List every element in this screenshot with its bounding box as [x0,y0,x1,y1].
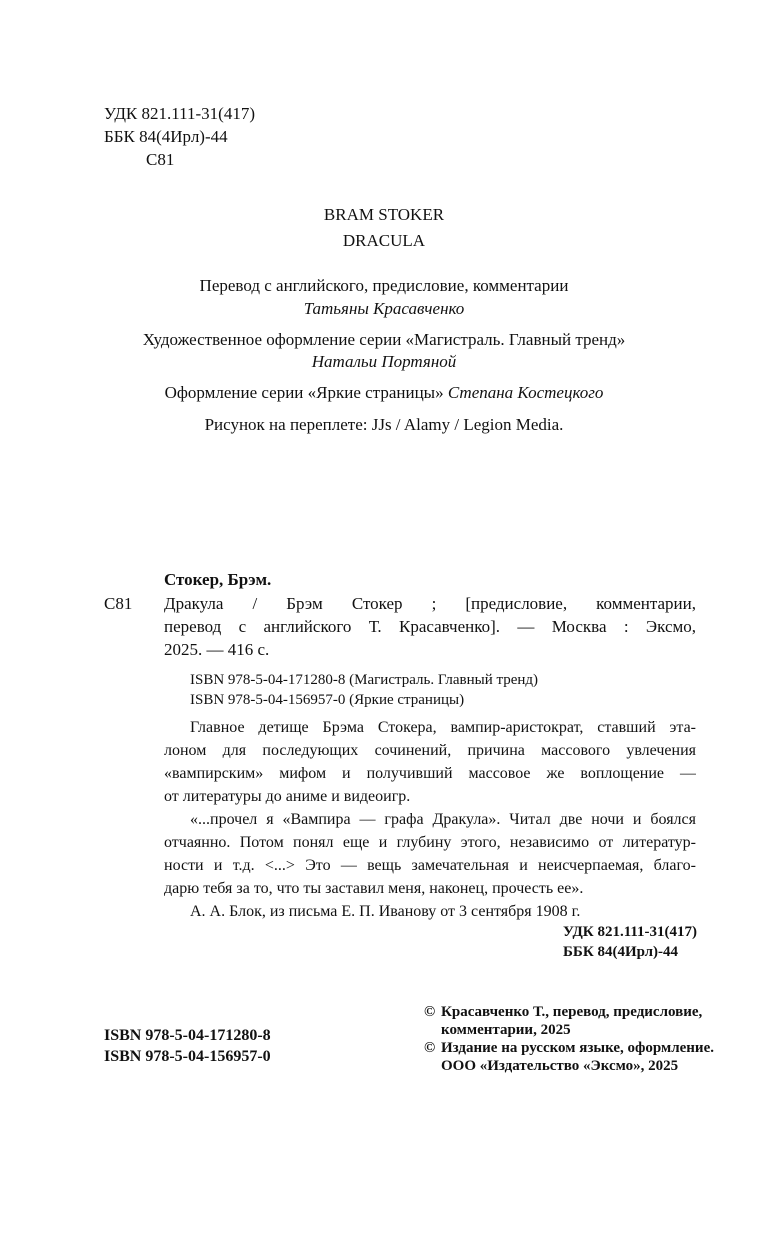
catalog-heading: Стокер, Брэм. [164,570,272,589]
copyright-line: ООО «Издательство «Эксмо», 2025 [441,1058,679,1074]
original-title: DRACULA [342,231,426,250]
catalog-description-line: Дракула / Брэм Стокер ; [предисловие, комментарии, [164,594,696,613]
footer-isbn-line: ISBN 978-5-04-156957-0 [104,1048,271,1065]
udk-top: УДК 821.111-31(417) [104,104,255,123]
annotation-line: от литературы до аниме и видеоигр. [164,788,411,805]
copyright-symbol: © [424,1004,436,1020]
quote-line: дарю тебя за то, что ты заставил меня, наконец, прочесть ее». [164,880,584,897]
copyright-line: Красавченко Т., перевод, предисловие, [441,1004,703,1020]
credit-series-design-name: Натальи Портяной [311,352,457,371]
annotation-line: Главное детище Брэма Стокера, вампир-аристократ, ставший эта- [190,719,696,736]
catalog-bbk: ББК 84(4Ирл)-44 [563,944,678,960]
copyright-symbol: © [424,1040,436,1056]
catalog-udk: УДК 821.111-31(417) [563,924,698,940]
footer-isbn-line: ISBN 978-5-04-171280-8 [104,1027,271,1044]
quote-line: отчаянно. Потом понял еще и глубину этого, независимо от литератур- [164,834,696,851]
quote-line: «...прочел я «Вампира — графа Дракула». Читал две ночи и боялся [190,811,696,828]
credit-translation-name: Татьяны Красавченко [303,299,465,318]
catalog-description-line: перевод с английского Т. Красавченко]. — Москва : Эксмо, [164,617,696,636]
cover-image-credit: Рисунок на переплете: JJs / Alamy / Legion Media. [204,415,564,434]
credit-bright-pages-name: Степана Костецкого [447,383,604,402]
annotation-line: лоном для последующих сочинений, причина массового увлечения [164,742,696,759]
original-author: BRAM STOKER [323,205,445,224]
catalog-isbn-line: ISBN 978-5-04-171280-8 (Магистраль. Главный тренд) [190,672,539,688]
credit-translation-label: Перевод с английского, предисловие, комментарии [199,276,569,295]
catalog-isbn-line: ISBN 978-5-04-156957-0 (Яркие страницы) [190,692,465,708]
annotation-line: «вампирским» мифом и получивший массовое же воплощение — [164,765,696,782]
quote-source: А. А. Блок, из письма Е. П. Иванову от 3 сентября 1908 г. [190,903,581,920]
bbk-top: ББК 84(4Ирл)-44 [104,127,228,146]
quote-line: ности и т.д. <...> Это — вещь замечательная и неисчерпаемая, благо- [164,857,696,874]
catalog-author-sign: С81 [104,594,133,613]
credit-bright-pages-label: Оформление серии «Яркие страницы» [164,383,444,402]
catalog-description-line: 2025. — 416 с. [164,640,270,659]
credit-bright-pages [0,381,768,404]
author-sign-top: С81 [146,150,175,169]
copyright-line: комментарии, 2025 [441,1022,571,1038]
credit-series-design-label: Художественное оформление серии «Магистраль. Главный тренд» [142,330,626,349]
copyright-line: Издание на русском языке, оформление. [441,1040,714,1056]
